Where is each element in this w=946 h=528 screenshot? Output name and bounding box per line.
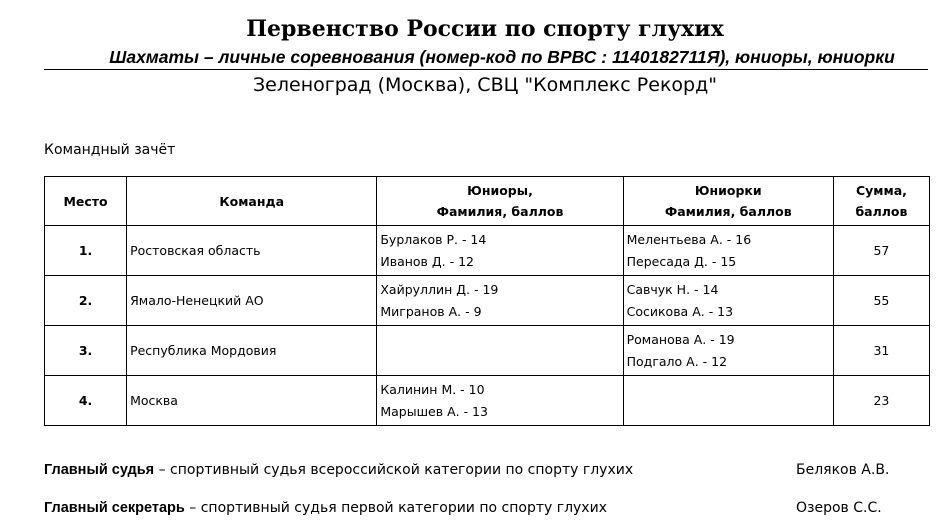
chief-secretary-description: – спортивный судья первой категории по спорту глухих [184,500,607,516]
row-sum: 23 [833,376,929,426]
row-sum: 55 [833,276,929,326]
document-title: Первенство России по спорту глухих [246,16,724,42]
player-entry: Калинин М. - 10 [380,382,485,397]
row-team: Ростовская область [127,226,377,276]
player-entry: Бурлаков Р. - 14 [380,232,487,247]
table-row [45,376,930,426]
header-sum-line1: Сумма, [855,183,907,198]
row-sum: 31 [833,326,929,376]
chief-secretary-title: Главный секретарь [44,500,185,516]
header-team: Команда [127,177,377,226]
player-entry: Мигранов А. - 9 [380,303,482,319]
chief-judge-title: Главный судья [44,462,155,478]
venue-line: Зеленоград (Москва), СВЦ "Комплекс Рекорд" [253,74,717,96]
row-juniorsf [623,276,833,326]
header-sum-line2: баллов [855,204,908,219]
row-sum: 57 [833,226,929,276]
row-juniorsf [623,326,833,376]
header-juniorsf [623,177,833,226]
document-subtitle: Шахматы – личные соревнования (номер-код по ВРВС : 1140182711Я), юниоры, юниорки [109,47,895,67]
row-place: 4. [45,376,127,426]
table-row [45,326,930,376]
row-team: Республика Мордовия [127,326,377,376]
table-row [45,276,930,326]
player-entry: Мелентьева А. - 16 [626,232,752,247]
player-entry: Пересада Д. - 15 [626,253,737,269]
chief-secretary-name: Озеров С.С. [796,500,882,516]
row-place: 3. [45,326,127,376]
row-juniors [377,276,623,326]
row-juniors [377,326,623,376]
header-juniorsf-line1: Юниорки [694,183,762,198]
chief-judge-description: – спортивный судья всероссийской категории по спорту глухих [154,462,634,478]
player-entry: Подгало А. - 12 [626,353,728,369]
row-juniors [377,376,623,426]
header-juniorsf-line2: Фамилия, баллов [664,204,792,219]
row-juniorsf [623,376,833,426]
header-divider [44,69,928,70]
table-row [45,226,930,276]
header-juniors-line2: Фамилия, баллов [436,204,564,219]
header-place: Место [45,177,127,226]
row-place: 2. [45,276,127,326]
header-juniors [377,177,623,226]
header-sum [833,177,929,226]
chief-secretary-line [44,499,607,517]
row-team: Москва [127,376,377,426]
table-header-row [45,177,930,226]
player-entry: Савчук Н. - 14 [626,282,719,297]
player-entry: Иванов Д. - 12 [380,253,474,269]
player-entry: Романова А. - 19 [626,332,735,347]
section-heading: Командный зачёт [44,142,176,158]
team-standings-table [44,176,930,426]
row-juniorsf [623,226,833,276]
player-entry: Хайруллин Д. - 19 [380,282,499,297]
row-juniors [377,226,623,276]
row-place: 1. [45,226,127,276]
player-entry: Марышев А. - 13 [380,403,488,419]
chief-judge-line [44,461,633,479]
row-team: Ямало-Ненецкий АО [127,276,377,326]
player-entry: Сосикова А. - 13 [626,303,734,319]
chief-judge-name: Беляков А.В. [796,462,890,478]
header-juniors-line1: Юниоры, [467,183,533,198]
